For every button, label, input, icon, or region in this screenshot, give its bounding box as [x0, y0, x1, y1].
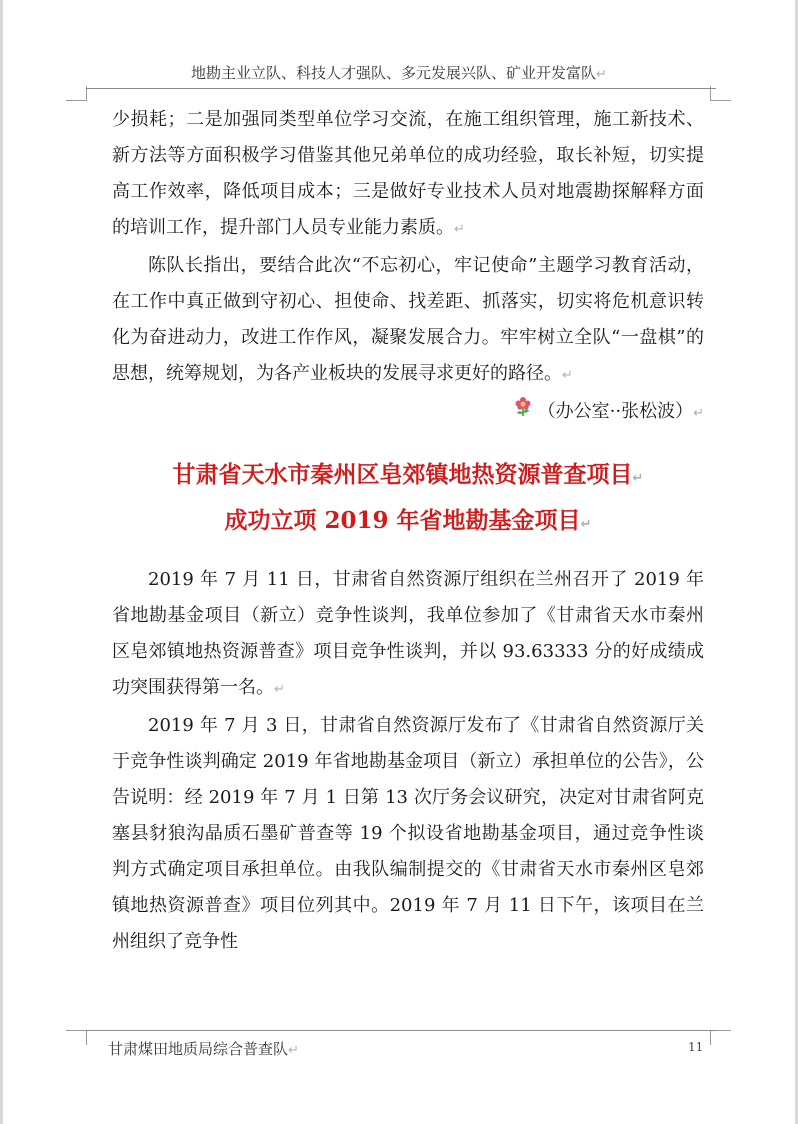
header-text: 地勘主业立队、科技人才强队、多元发展兴队、矿业开发富队 [191, 64, 597, 82]
body-paragraph [112, 708, 704, 960]
paragraph-mark: ↵ [596, 67, 607, 82]
body-paragraph [112, 562, 704, 708]
title-text: 成功立项 2019 年省地勘基金项目 [224, 507, 581, 534]
paragraph-text: 陈队长指出，要结合此次“不忘初心，牢记使命”主题学习教育活动，在工作中真正做到守初心、担使命、找差距、抓落实，切实将危机意识转化为奋进动力，改进工作作风，凝聚发展合力。牢牢树立全队“一盘棋”的思想，统筹规划，为各产业板块的发展寻求更好的路径。 [112, 255, 704, 384]
paragraph-mark: ↵ [288, 1043, 299, 1058]
flower-icon [512, 394, 534, 430]
page-edge-left [0, 0, 3, 1124]
article-title-line-1 [112, 454, 704, 500]
byline [112, 394, 704, 432]
paragraph-text: 2019 年 7 月 3 日，甘肃省自然资源厅发布了《甘肃省自然资源厅关于竞争性谈判确定 2019 年省地勘基金项目（新立）承担单位的公告》，公告说明：经 2019 年 7 月 1 日第 13 次厅务会议研究，决定对甘肃省阿克塞县豺狼沟晶质石墨矿普查等 19 个拟设省地勘基金项目，通过竞争性谈判方式确定项目承担单位。由我队编制提交的《甘肃省天水市秦州区皂郊镇地热资源普查》项目位列其中。2019 年 7 月 11 日下午，该项目在兰州组织了竞争性 [112, 715, 704, 952]
paragraph-mark: ↵ [562, 368, 573, 383]
page-footer [108, 1038, 299, 1059]
crop-mark-bottom-right [710, 1030, 731, 1045]
paragraph-mark: ↵ [693, 406, 704, 421]
footer-divider [86, 1030, 716, 1031]
body-paragraph [112, 102, 704, 248]
page-header [0, 62, 798, 83]
page-number: 11 [688, 1040, 704, 1054]
crop-mark-bottom-left [66, 1030, 87, 1045]
article-title-line-2 [112, 500, 704, 546]
paragraph-text: 2019 年 7 月 11 日，甘肃省自然资源厅组织在兰州召开了 2019 年省地勘基金项目（新立）竞争性谈判，我单位参加了《甘肃省天水市秦州区皂郊镇地热资源普查》项目竞争性谈判，并以 93.63333 分的好成绩成功突围获得第一名。 [112, 569, 704, 698]
paragraph-mark: ↵ [580, 517, 592, 532]
paragraph-text: 少损耗；二是加强同类型单位学习交流，在施工组织管理，施工新技术、新方法等方面积极学习借鉴其他兄弟单位的成功经验，取长补短，切实提高工作效率，降低项目成本；三是做好专业技术人员对地震勘探解释方面的培训工作，提升部门人员专业能力素质。 [112, 109, 704, 238]
byline-text: （办公室··张松波） [537, 401, 694, 422]
paragraph-mark: ↵ [454, 222, 465, 237]
document-body [112, 102, 704, 960]
paragraph-mark: ↵ [274, 682, 285, 697]
header-divider [86, 88, 716, 89]
body-paragraph [112, 248, 704, 394]
crop-mark-top-left [66, 86, 87, 101]
footer-org: 甘肃煤田地质局综合普查队 [108, 1040, 289, 1058]
title-text: 甘肃省天水市秦州区皂郊镇地热资源普查项目 [172, 461, 633, 488]
paragraph-mark: ↵ [632, 471, 644, 486]
